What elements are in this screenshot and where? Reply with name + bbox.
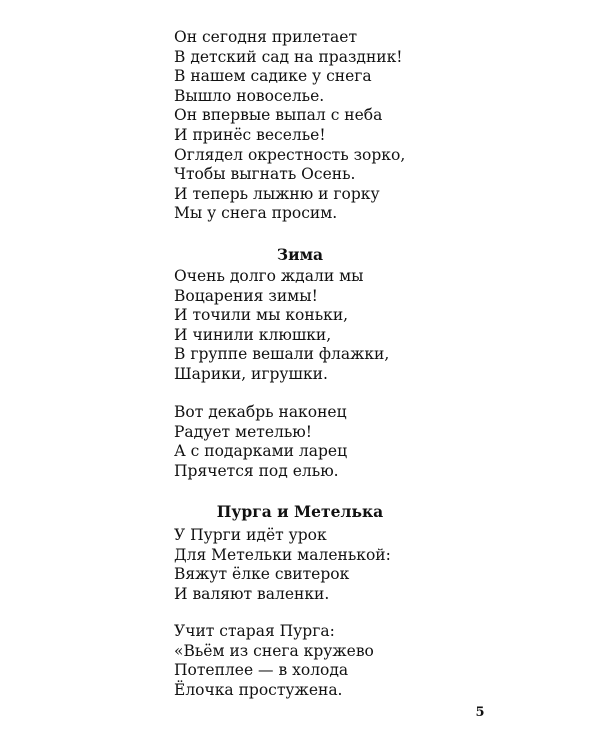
poem-line: «Вьём из снега кружево [174, 641, 374, 660]
poem-line: Шарики, игрушки. [174, 364, 328, 383]
poem-line: В детский сад на праздник! [174, 47, 403, 66]
poem-line: Воцарения зимы! [174, 286, 318, 305]
poem-line: Ёлочка простужена. [174, 680, 343, 699]
poem-zima-stanza-1 [174, 267, 554, 385]
poem-line: Прячется под елью. [174, 461, 339, 480]
poem-line: И теперь лыжню и горку [174, 184, 380, 203]
poem-line: В группе вешали флажки, [174, 345, 390, 364]
poem-line: Для Метельки маленькой: [174, 545, 391, 564]
poem-intro-stanza [174, 28, 554, 224]
poem-line: И чинили клюшки, [174, 325, 332, 344]
poem-line: Радует метелью! [174, 422, 312, 441]
poem-line: В нашем садике у снега [174, 67, 372, 86]
poem-line: Учит старая Пурга: [174, 622, 335, 640]
poem-line: Очень долго ждали мы [174, 267, 364, 285]
page-number: 5 [475, 705, 485, 720]
poem-line: И точили мы коньки, [174, 306, 349, 325]
poem-line: И принёс веселье! [174, 125, 326, 144]
poem-line: Вот декабрь наконец [174, 403, 347, 421]
poem-purga-stanza-2 [174, 622, 554, 700]
poem-line: И валяют валенки. [174, 584, 330, 603]
poem-line: Мы у снега просим. [174, 204, 338, 223]
poem-line: Вяжут ёлке свитерок [174, 565, 350, 584]
poem-title-zima: Зима [276, 245, 324, 264]
poem-line: Оглядел окрестность зорко, [174, 145, 406, 164]
poem-line: Чтобы выгнать Осень. [174, 165, 356, 184]
poem-line: Он сегодня прилетает [174, 28, 358, 46]
poem-line: Вышло новоселье. [174, 86, 325, 105]
poem-zima-stanza-2 [174, 403, 554, 481]
poem-purga-stanza-1 [174, 526, 554, 604]
poem-title-purga: Пурга и Метелька [216, 502, 384, 521]
poem-line: А с подарками ларец [174, 442, 348, 461]
poem-line: У Пурги идёт урок [174, 526, 327, 544]
poem-line: Он впервые выпал с неба [174, 106, 383, 125]
poem-line: Потеплее — в холода [174, 661, 349, 680]
